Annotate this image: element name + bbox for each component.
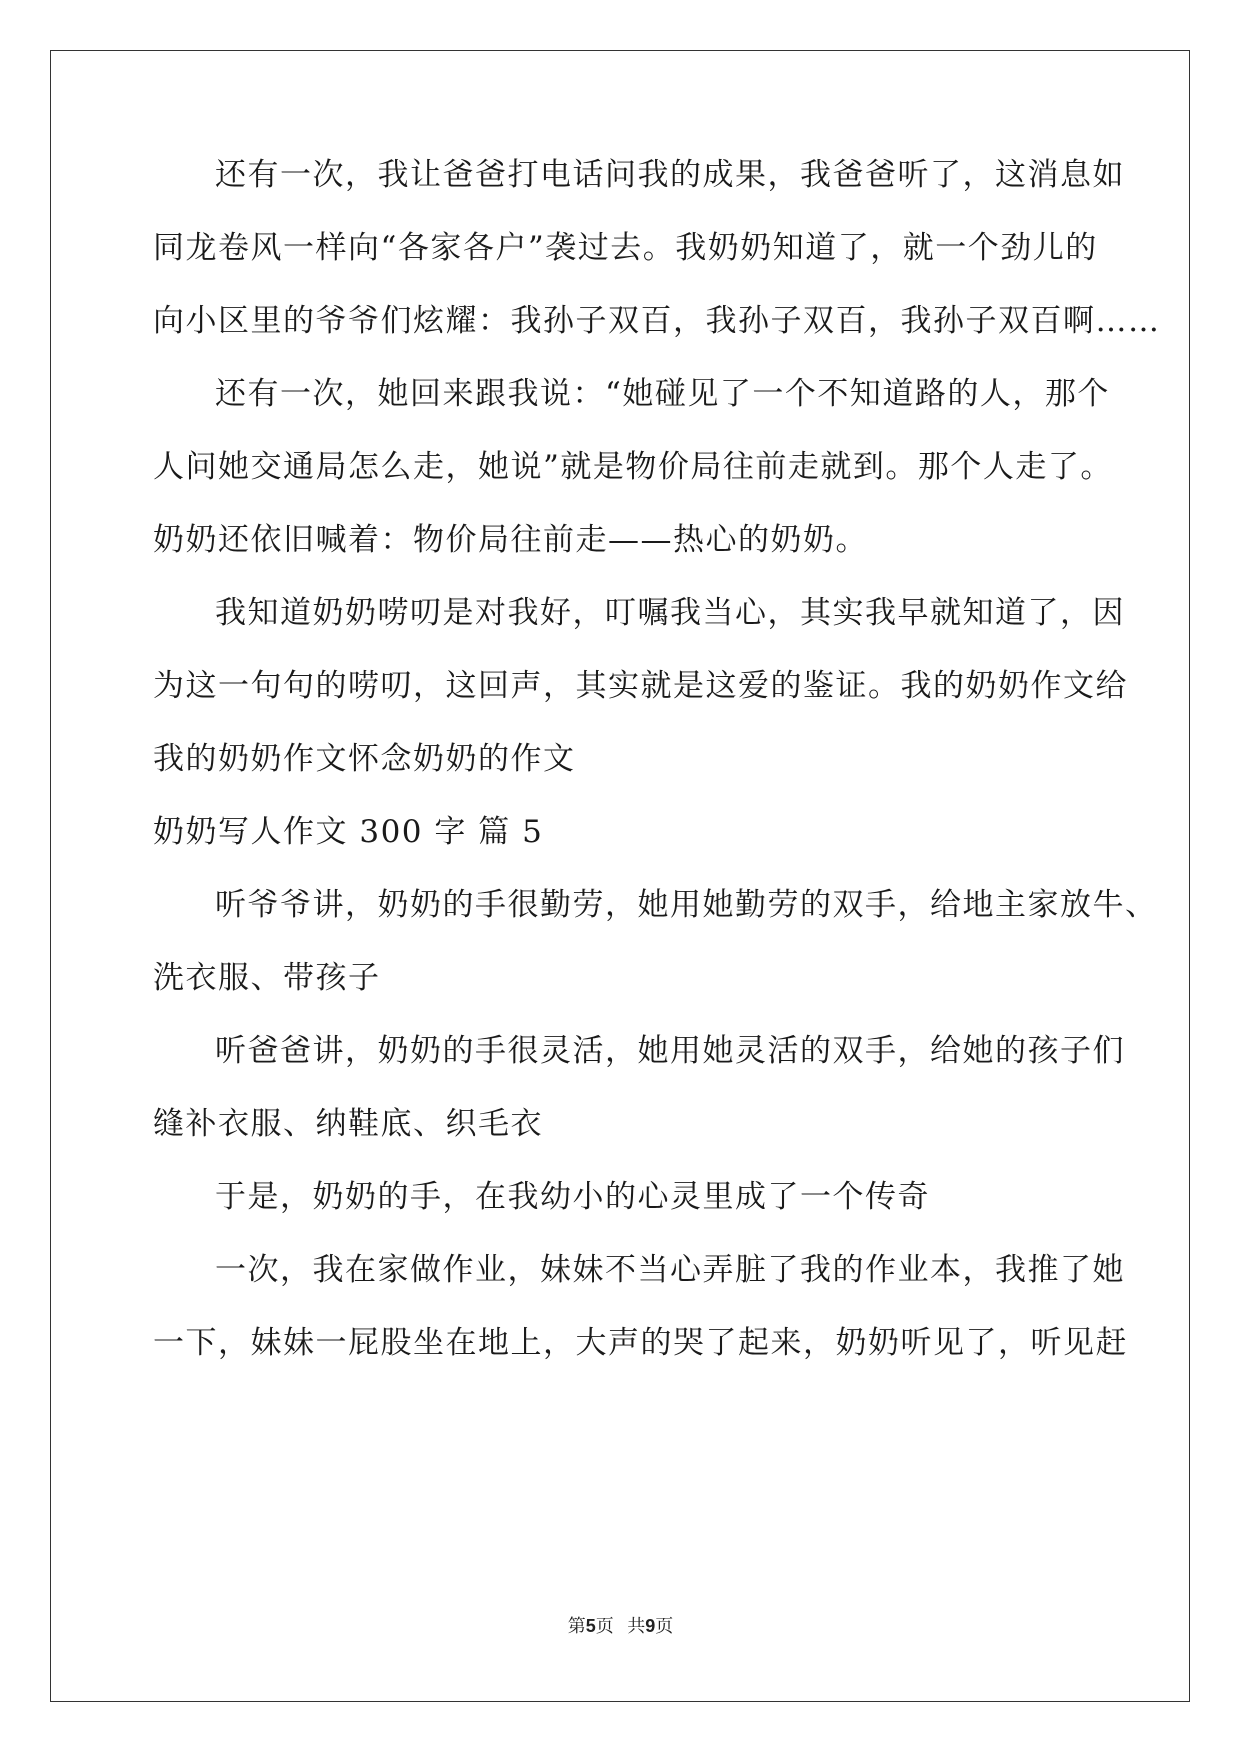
total-page-number: 9 <box>645 1616 656 1636</box>
text-line: 我知道奶奶唠叨是对我好，叮嘱我当心，其实我早就知道了，因 <box>215 595 1125 631</box>
current-page-number: 5 <box>585 1616 596 1636</box>
text-line: 还有一次，我让爸爸打电话问我的成果，我爸爸听了，这消息如 <box>215 157 1125 193</box>
text-line: 缝补衣服、纳鞋底、织毛衣 <box>153 1106 543 1142</box>
text-line: 一次，我在家做作业，妹妹不当心弄脏了我的作业本，我推了她 <box>215 1252 1125 1288</box>
text-line: 听爸爸讲，奶奶的手很灵活，她用她灵活的双手，给她的孩子们 <box>215 1033 1125 1069</box>
text-line: 为这一句句的唠叨，这回声，其实就是这爱的鉴证。我的奶奶作文给 <box>153 668 1128 704</box>
text-line: 人问她交通局怎么走，她说”就是物价局往前走就到。那个人走了。 <box>153 449 1113 485</box>
text-line: 还有一次，她回来跟我说：“她碰见了一个不知道路的人，那个 <box>215 376 1110 412</box>
text-line: 我的奶奶作文怀念奶奶的作文 <box>153 741 576 777</box>
text-line: 洗衣服、带孩子 <box>153 960 381 996</box>
text-line: 向小区里的爷爷们炫耀：我孙子双百，我孙子双百，我孙子双百啊…… <box>153 303 1161 339</box>
section-heading: 奶奶写人作文 300 字 篇 5 <box>153 814 544 850</box>
footer-suffix: 页 <box>655 1616 674 1636</box>
text-line: 于是，奶奶的手，在我幼小的心灵里成了一个传奇 <box>215 1179 930 1215</box>
footer-mid: 页 共 <box>595 1616 646 1636</box>
text-line: 听爷爷讲，奶奶的手很勤劳，她用她勤劳的双手，给地主家放牛、 <box>215 887 1158 923</box>
text-line: 奶奶还依旧喊着：物价局往前走——热心的奶奶。 <box>153 522 868 558</box>
page-border <box>50 50 1190 1702</box>
text-line: 同龙卷风一样向“各家各户”袭过去。我奶奶知道了，就一个劲儿的 <box>153 230 1098 266</box>
text-line: 一下，妹妹一屁股坐在地上，大声的哭了起来，奶奶听见了，听见赶 <box>153 1325 1128 1361</box>
page-footer <box>0 1612 1241 1638</box>
footer-prefix: 第 <box>567 1616 586 1636</box>
